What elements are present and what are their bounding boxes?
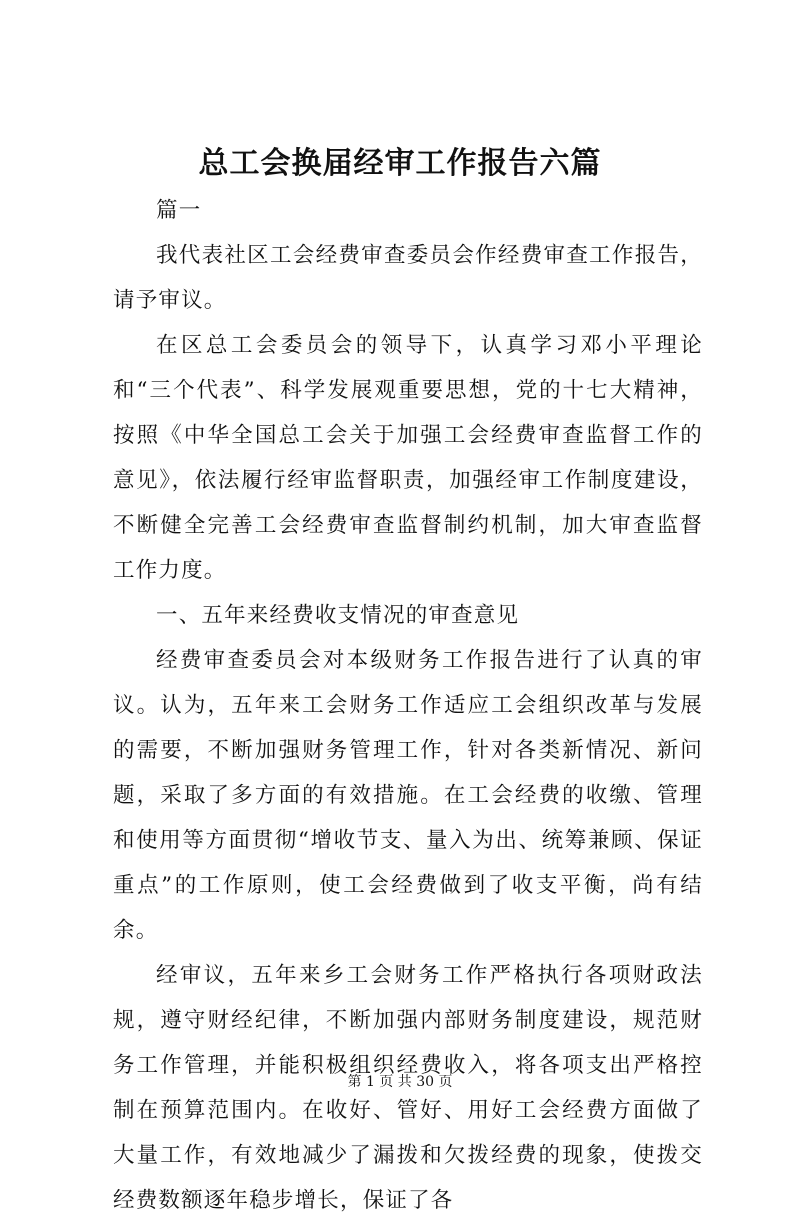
section-heading: 一、五年来经费收支情况的审查意见 (156, 603, 520, 628)
document-title: 总工会换届经审工作报告六篇 (198, 146, 602, 181)
document-body (113, 188, 703, 1223)
paragraph-findings: 经审议，五年来乡工会财务工作严格执行各项财政法规，遵守财经纪律，不断加强内部财务制度建设，规范财务工作管理，并能积极组织经费收入，将各项支出严格控制在预算范围内。在收好、管好、用好工会经费方面做了大量工作，有效地减少了漏拨和欠拨经费的现象，使拨交经费数额逐年稳步增长，保证了各 (113, 963, 703, 1213)
paragraph-intro: 我代表社区工会经费审查委员会作经费审查工作报告，请予审议。 (113, 243, 703, 313)
paragraph-section-label: 篇一 (156, 198, 202, 223)
page-footer: 第 1 页 共 30 页 (347, 1074, 453, 1090)
paragraph-review: 经费审查委员会对本级财务工作报告进行了认真的审议。认为，五年来工会财务工作适应工会组织改革与发展的需要，不断加强财务管理工作，针对各类新情况、新问题，采取了多方面的有效措施。在工会经费的收缴、管理和使用等方面贯彻“增收节支、量入为出、统筹兼顾、保证重点”的工作原则，使工会经费做到了收支平衡，尚有结余。 (113, 648, 703, 943)
paragraph-leadership: 在区总工会委员会的领导下，认真学习邓小平理论和“三个代表”、科学发展观重要思想，党的十七大精神，按照《中华全国总工会关于加强工会经费审查监督工作的意见》，依法履行经审监督职责，加强经审工作制度建设，不断健全完善工会经费审查监督制约机制，加大审查监督工作力度。 (113, 333, 703, 583)
